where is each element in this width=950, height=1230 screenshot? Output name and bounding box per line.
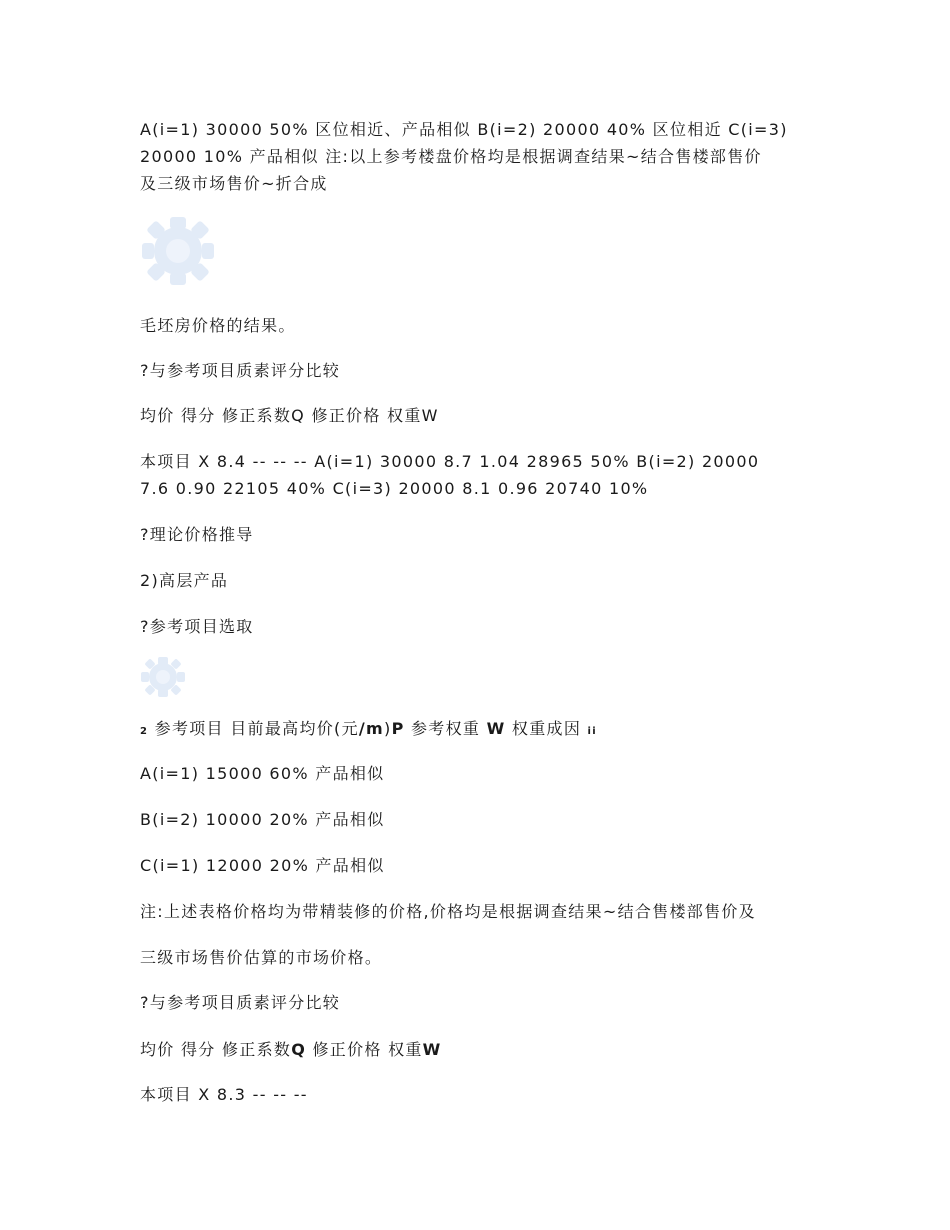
note-2-line-2: 三级市场售价估算的市场价格。 — [140, 948, 383, 967]
heading-compare-1: ?与参考项目质素评分比较 — [140, 361, 341, 380]
paragraph-line-rough-price: 毛坯房价格的结果。 — [140, 316, 296, 335]
table-header-2-part-5: 参考权重 — [404, 719, 487, 738]
heading-compare-2: ?与参考项目质素评分比较 — [140, 993, 341, 1012]
table-rows-1-line-1: 本项目 X 8.4 -- -- -- A(i=1) 30000 8.7 1.04 28965 50% B(i=2) 20000 — [140, 452, 760, 471]
table-header-3-part-3: 修正价格 权重 — [306, 1040, 423, 1059]
table-row: C(i=1) 12000 20% 产品相似 — [140, 856, 385, 875]
table-header-2-part-3: ) — [384, 719, 392, 738]
table-row: A(i=1) 15000 60% 产品相似 — [140, 764, 385, 783]
table-rows-1-line-2: 7.6 0.90 22105 40% C(i=3) 20000 8.1 0.96 20740 10% — [140, 479, 649, 498]
placeholder-image-icon — [140, 214, 216, 288]
table-header-2-w: W — [486, 719, 506, 738]
heading-highrise: 2)高层产品 — [140, 571, 229, 590]
table-header-2 — [140, 719, 597, 742]
table-header-2-part-1: 参考项目 目前最高均价(元 — [148, 719, 359, 738]
table-header-2-prefix: 2 — [140, 726, 149, 737]
table-header-1: 均价 得分 修正系数Q 修正价格 权重W — [140, 406, 439, 425]
table-row: B(i=2) 10000 20% 产品相似 — [140, 810, 385, 829]
table-header-2-part-7: 权重成因 — [505, 719, 588, 738]
table-header-2-suffix: ii — [587, 726, 597, 737]
table-header-3 — [140, 1040, 442, 1060]
paragraph-1-line-1: A(i=1) 30000 50% 区位相近、产品相似 B(i=2) 20000 40% 区位相近 C(i=3) — [140, 120, 788, 139]
placeholder-image-icon-small — [140, 655, 186, 699]
last-row: 本项目 X 8.3 -- -- -- — [140, 1085, 308, 1104]
table-header-2-unit: /m — [358, 719, 385, 738]
table-header-3-part-1: 均价 得分 修正系数 — [140, 1040, 292, 1059]
paragraph-1-line-2: 20000 10% 产品相似 注:以上参考楼盘价格均是根据调查结果~结合售楼部售价 — [140, 147, 762, 166]
table-header-2-p: P — [391, 719, 405, 738]
table-header-3-w: W — [422, 1040, 442, 1059]
heading-select: ?参考项目选取 — [140, 617, 254, 636]
table-header-3-q: Q — [291, 1040, 307, 1059]
paragraph-1-line-3: 及三级市场售价~折合成 — [140, 174, 328, 193]
heading-theory: ?理论价格推导 — [140, 525, 254, 544]
note-2-line-1: 注:上述表格价格均为带精装修的价格,价格均是根据调查结果~结合售楼部售价及 — [140, 902, 756, 921]
